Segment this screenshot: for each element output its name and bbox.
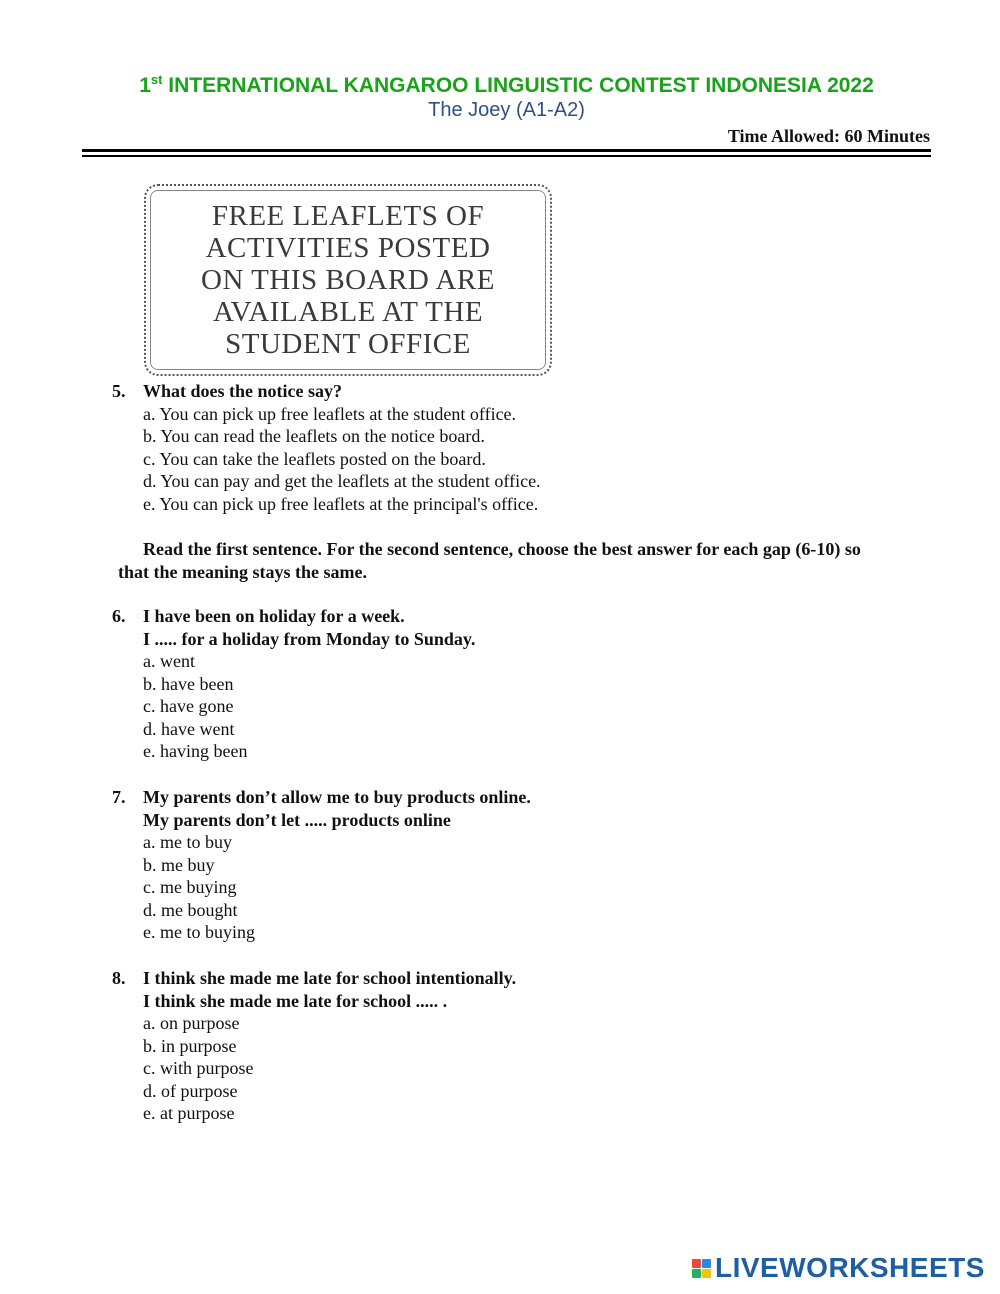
question-8	[112, 967, 516, 1125]
question-number: 7.	[112, 787, 126, 807]
option-c[interactable]: c. have gone	[143, 696, 234, 716]
question-number: 8.	[112, 968, 126, 988]
option-a[interactable]: a. You can pick up free leaflets at the student office.	[143, 403, 517, 424]
option-e[interactable]: e. me to buying	[143, 922, 255, 942]
title-superscript: st	[150, 72, 163, 87]
liveworksheets-logo-icon	[692, 1259, 711, 1278]
option-d[interactable]: d. of purpose	[143, 1080, 238, 1101]
option-a[interactable]: a. on purpose	[143, 1013, 240, 1033]
level-subtitle: The Joey (A1-A2)	[428, 99, 585, 121]
time-allowed: Time Allowed: 60 Minutes	[727, 126, 930, 146]
question-number: 5.	[112, 381, 126, 401]
notice-board-image	[144, 184, 552, 376]
option-e[interactable]: e. at purpose	[143, 1103, 235, 1123]
option-b[interactable]: b. me buy	[143, 854, 215, 875]
option-d[interactable]: d. You can pay and get the leaflets at the student office.	[143, 471, 541, 491]
instructions	[118, 538, 930, 584]
option-d[interactable]: d. have went	[143, 718, 235, 739]
instruction-line-2: that the meaning stays the same.	[118, 562, 367, 582]
option-b[interactable]: b. have been	[143, 673, 234, 694]
liveworksheets-logo[interactable]	[692, 1252, 985, 1284]
option-c[interactable]: c. me buying	[143, 877, 237, 897]
question-stem-1: I think she made me late for school intentionally.	[143, 968, 517, 988]
option-e[interactable]: e. You can pick up free leaflets at the principal's office.	[143, 493, 539, 514]
option-c[interactable]: c. with purpose	[143, 1058, 254, 1078]
question-stem-2: I think she made me late for school ..... .	[143, 990, 448, 1011]
contest-title	[0, 72, 1000, 98]
question-number: 6.	[112, 606, 126, 626]
logo-square-icon	[702, 1259, 711, 1268]
question-stem-1: My parents don’t allow me to buy products online.	[143, 787, 531, 807]
logo-text: LIVEWORKSHEETS	[715, 1252, 985, 1283]
question-5	[112, 380, 541, 515]
option-c[interactable]: c. You can take the leaflets posted on the board.	[143, 448, 486, 469]
logo-square-icon	[702, 1269, 711, 1278]
option-b[interactable]: b. You can read the leaflets on the notice board.	[143, 426, 485, 446]
header-rule-thick	[82, 149, 931, 152]
option-b[interactable]: b. in purpose	[143, 1035, 237, 1056]
option-e[interactable]: e. having been	[143, 741, 248, 761]
question-stem-2: I ..... for a holiday from Monday to Sunday.	[143, 628, 476, 649]
logo-square-icon	[692, 1269, 701, 1278]
option-a[interactable]: a. me to buy	[143, 832, 232, 852]
instruction-line-1: Read the first sentence. For the second sentence, choose the best answer for each gap (6-10) so	[143, 539, 861, 559]
option-a[interactable]: a. went	[143, 651, 195, 671]
option-d[interactable]: d. me bought	[143, 899, 238, 920]
logo-square-icon	[692, 1259, 701, 1268]
question-stem-1: I have been on holiday for a week.	[143, 606, 405, 626]
question-stem: What does the notice say?	[143, 381, 342, 401]
notice-text: FREE LEAFLETS OF ACTIVITIES POSTED ON THIS BOARD ARE AVAILABLE AT THE STUDENT OFFICE	[201, 200, 495, 360]
question-stem-2: My parents don’t let ..... products online	[143, 809, 451, 830]
header-rule-thin	[82, 155, 931, 157]
title-text: INTERNATIONAL KANGAROO LINGUISTIC CONTEST INDONESIA 2022	[162, 74, 874, 97]
question-7	[112, 786, 531, 944]
title-number: 1	[139, 74, 151, 97]
question-6	[112, 605, 475, 763]
